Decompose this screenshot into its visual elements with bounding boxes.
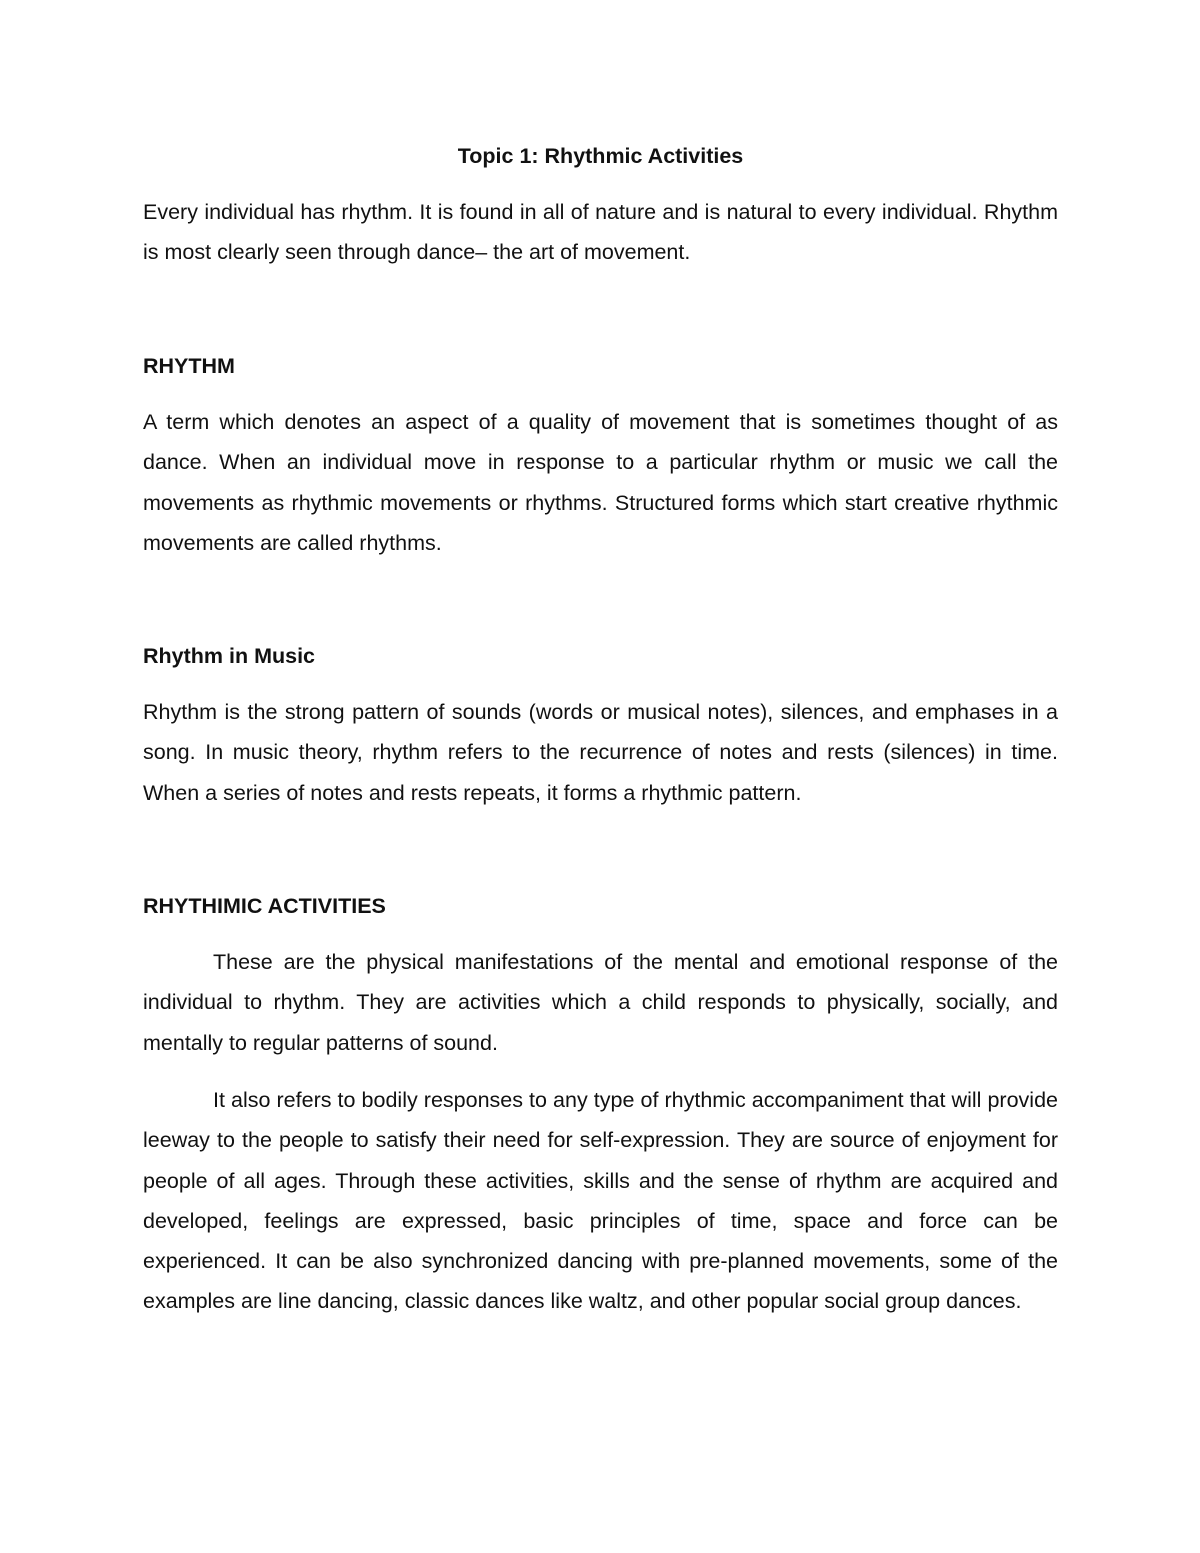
rhythm-in-music-heading: Rhythm in Music — [143, 644, 316, 668]
document-title: Topic 1: Rhythmic Activities — [457, 144, 744, 168]
intro-paragraph: Every individual has rhythm. It is found in all of nature and is natural to every individual. Rhythm is most clearly seen through dance– the art of movement. — [143, 200, 1058, 265]
rhythmic-activities-heading: RHYTHIMIC ACTIVITIES — [143, 894, 386, 918]
rhythm-in-music-paragraph: Rhythm is the strong pattern of sounds (words or musical notes), silences, and emphases in a song. In music theory, rhythm refers to the recurrence of notes and rests (silences) in time. When a series of notes and rests repeats, it forms a rhythmic pattern. — [143, 700, 1058, 805]
rhythmic-activities-paragraph-2: It also refers to bodily responses to any type of rhythmic accompaniment that will provide leeway to the people to satisfy their need for self-expression. They are source of enjoyment for people of all ages. Through these activities, skills and the sense of rhythm are acquired and developed, feelings are expressed, basic principles of time, space and force can be experienced. It can be also synchronized dancing with pre-planned movements, some of the examples are line dancing, classic dances like waltz, and other popular social group dances. — [143, 1088, 1058, 1314]
rhythm-paragraph: A term which denotes an aspect of a quality of movement that is sometimes thought of as dance. When an individual move in response to a particular rhythm or music we call the movements as rhythmic movements or rhythms. Structured forms which start creative rhythmic movements are called rhythms. — [143, 410, 1058, 555]
rhythmic-activities-paragraph-1: These are the physical manifestations of the mental and emotional response of the individual to rhythm. They are activities which a child responds to physically, socially, and mentally to regular patterns of sound. — [143, 950, 1058, 1055]
rhythm-heading: RHYTHM — [143, 354, 235, 378]
